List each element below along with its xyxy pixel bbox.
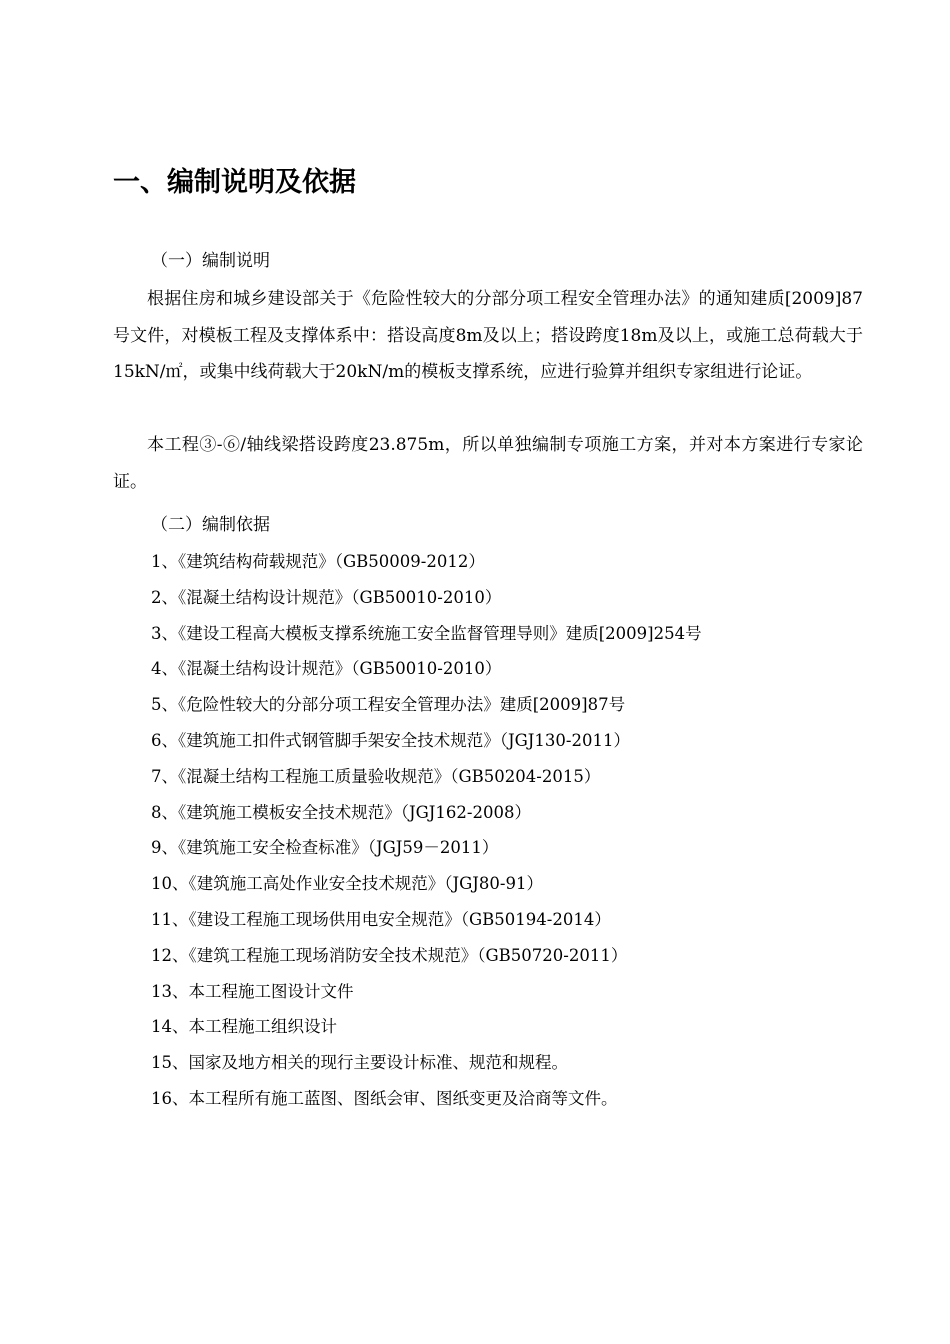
list-item: 16、本工程所有施工蓝图、图纸会审、图纸变更及洽商等文件。 (151, 1088, 618, 1108)
paragraph-project: 本工程③-⑥/轴线梁搭设跨度23.875m，所以单独编制专项施工方案，并对本方案进行专家论证。 (113, 435, 863, 492)
list-item: 4、《混凝土结构设计规范》（GB50010-2010） (151, 659, 502, 679)
list-item: 5、《危险性较大的分部分项工程安全管理办法》建质[2009]87号 (151, 695, 626, 715)
reference-list (151, 544, 702, 1117)
list-item: 2、《混凝土结构设计规范》（GB50010-2010） (151, 587, 502, 607)
list-item: 9、《建筑施工安全检查标准》（JGJ59－2011） (151, 838, 499, 858)
list-item: 15、国家及地方相关的现行主要设计标准、规范和规程。 (151, 1053, 568, 1073)
list-item: 14、本工程施工组织设计 (151, 1017, 337, 1037)
list-item: 1、《建筑结构荷载规范》（GB50009-2012） (151, 552, 485, 571)
list-item: 11、《建设工程施工现场供用电安全规范》（GB50194-2014） (151, 909, 611, 929)
paragraph-basis: 根据住房和城乡建设部关于《危险性较大的分部分项工程安全管理办法》的通知建质[2009]87号文件，对模板工程及支撑体系中：搭设高度8m及以上；搭设跨度18m及以上，或施工总荷载大于15kN/㎡，或集中线荷载大于20kN/m的模板支撑系统，应进行验算并组织专家组进行论证。 (113, 289, 863, 382)
subsection-title-references: （二）编制依据 (151, 515, 270, 535)
section-title: 一、编制说明及依据 (113, 167, 356, 198)
list-item: 12、《建筑工程施工现场消防安全技术规范》（GB50720-2011） (151, 945, 628, 965)
list-item: 10、《建筑施工高处作业安全技术规范》（JGJ80-91） (151, 874, 543, 894)
list-item: 3、《建设工程高大模板支撑系统施工安全监督管理导则》建质[2009]254号 (151, 623, 702, 643)
list-item: 7、《混凝土结构工程施工质量验收规范》（GB50204-2015） (151, 766, 601, 786)
subsection-title-description: （一）编制说明 (151, 251, 270, 271)
list-item: 13、本工程施工图设计文件 (151, 981, 354, 1001)
list-item: 6、《建筑施工扣件式钢管脚手架安全技术规范》（JGJ130-2011） (151, 730, 630, 750)
list-item: 8、《建筑施工模板安全技术规范》（JGJ162-2008） (151, 802, 531, 822)
